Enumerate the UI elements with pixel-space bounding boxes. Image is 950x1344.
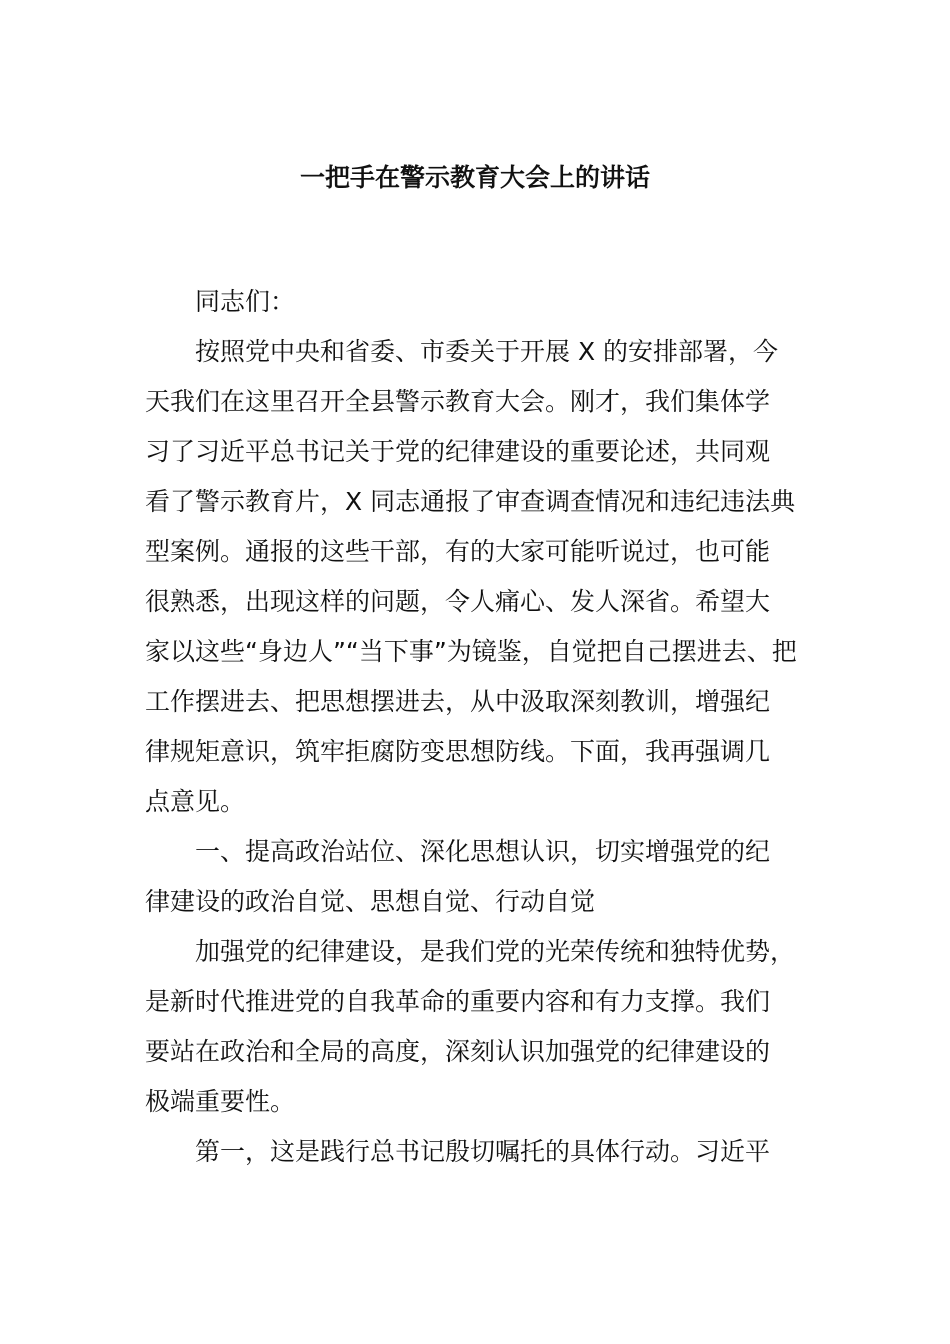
document-title: 一把手在警示教育大会上的讲话 bbox=[299, 163, 650, 192]
salutation: 同志们： bbox=[195, 287, 296, 316]
body-line: 家以这些“身边人”“当下事”为镜鉴，自觉把自己摆进去、把 bbox=[145, 637, 797, 666]
body-line: 天我们在这里召开全县警示教育大会。刚才，我们集体学 bbox=[145, 387, 771, 416]
body-line: 第一，这是践行总书记殷切嘱托的具体行动。习近平 bbox=[195, 1137, 771, 1166]
body-line: 是新时代推进党的自我革命的重要内容和有力支撑。我们 bbox=[145, 987, 771, 1016]
body-line: 按照党中央和省委、市委关于开展 X 的安排部署，今 bbox=[195, 337, 779, 366]
body-line: 习了习近平总书记关于党的纪律建设的重要论述，共同观 bbox=[145, 437, 771, 466]
body-line: 很熟悉，出现这样的问题，令人痛心、发人深省。希望大 bbox=[145, 587, 771, 616]
section-heading-line: 一、提高政治站位、深化思想认识，切实增强党的纪 bbox=[195, 837, 771, 866]
body-line: 工作摆进去、把思想摆进去，从中汲取深刻教训，增强纪 bbox=[145, 687, 771, 716]
body-line: 点意见。 bbox=[145, 787, 246, 816]
body-line: 要站在政治和全局的高度，深刻认识加强党的纪律建设的 bbox=[145, 1037, 771, 1066]
body-line: 看了警示教育片，X 同志通报了审查调查情况和违纪违法典 bbox=[145, 487, 796, 516]
body-line: 极端重要性。 bbox=[145, 1087, 296, 1116]
body-line: 加强党的纪律建设，是我们党的光荣传统和独特优势， bbox=[195, 937, 796, 966]
body-line: 型案例。通报的这些干部，有的大家可能听说过，也可能 bbox=[145, 537, 771, 566]
section-heading-line: 律建设的政治自觉、思想自觉、行动自觉 bbox=[145, 887, 596, 916]
body-line: 律规矩意识，筑牢拒腐防变思想防线。下面，我再强调几 bbox=[145, 737, 771, 766]
